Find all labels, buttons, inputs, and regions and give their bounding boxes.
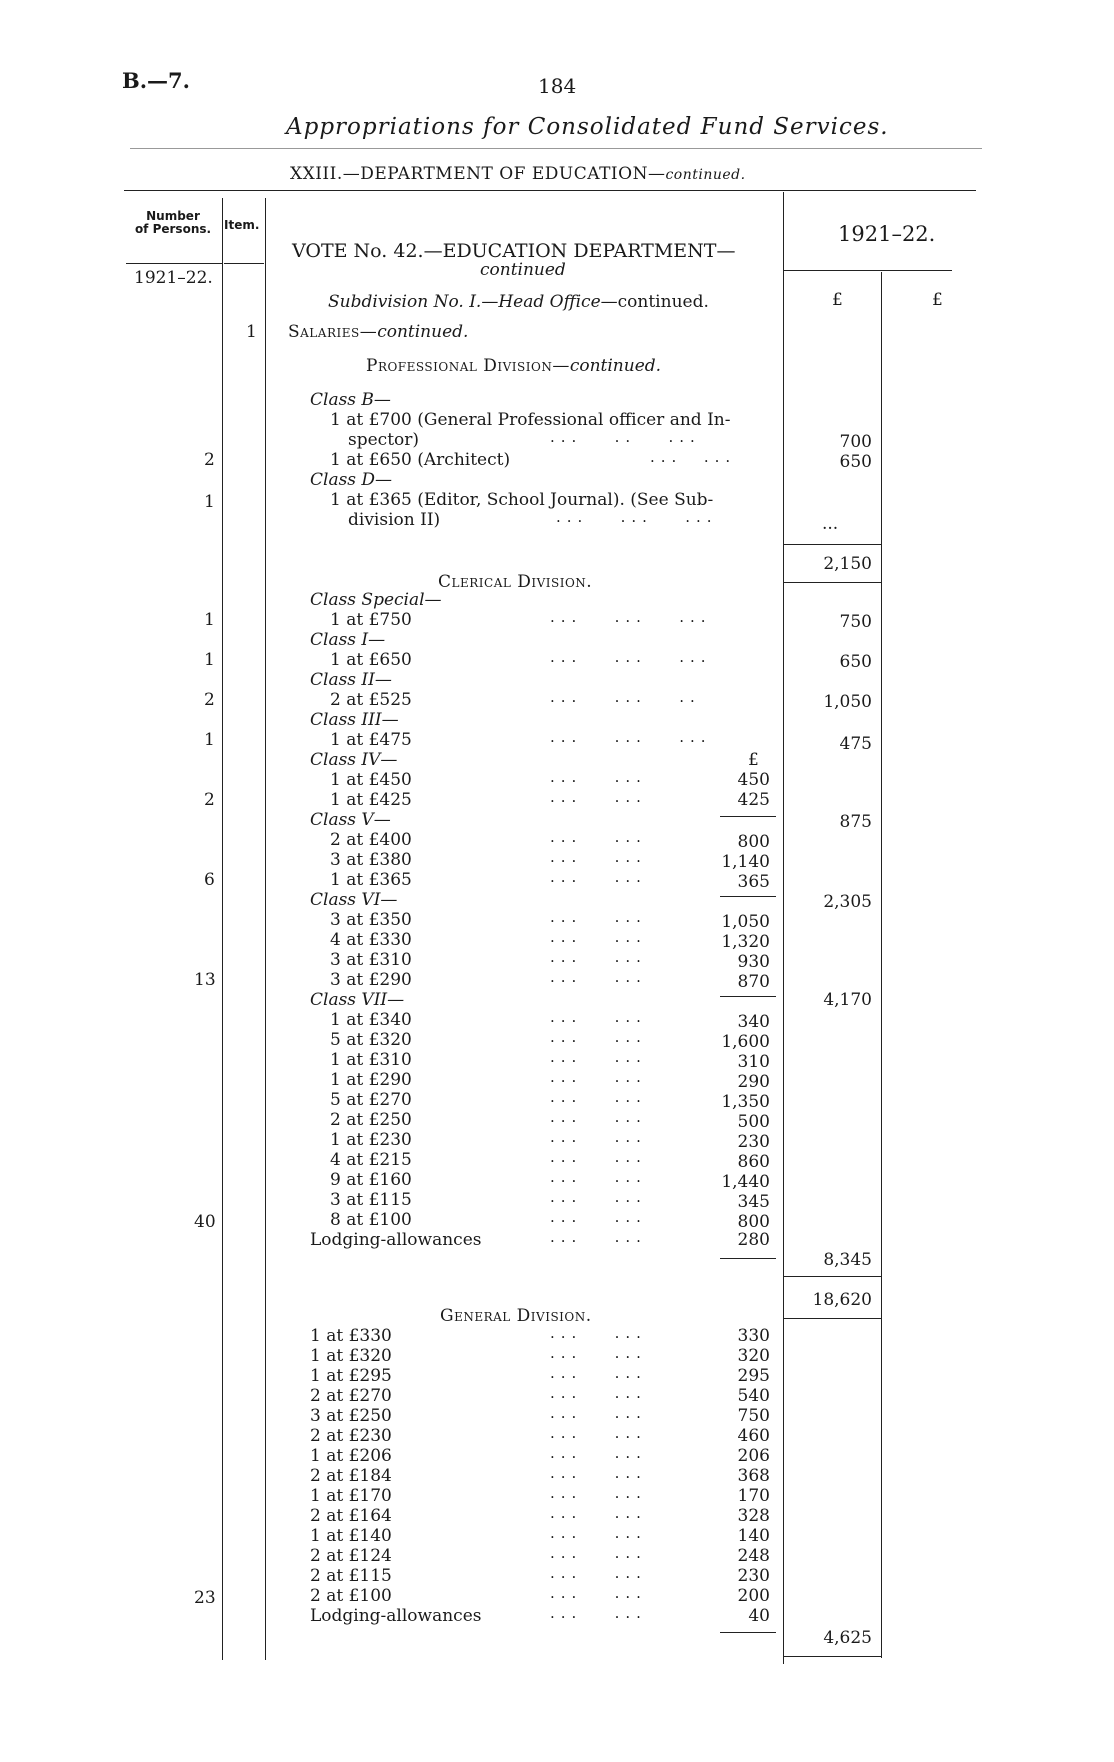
class-7-row-value: 290	[737, 1072, 770, 1092]
general-persons: 23	[194, 1588, 216, 1608]
general-row: 2 at £124	[310, 1546, 392, 1566]
clerical-total: 18,620	[812, 1290, 872, 1310]
leader-dots: ... ...	[550, 1604, 647, 1622]
class-7-sum-rule	[720, 1258, 776, 1259]
page-number: 184	[538, 74, 577, 98]
class-2-persons: 2	[204, 690, 215, 710]
professional-title: Professional Division—	[366, 356, 570, 376]
leader-dots: ... .. ...	[550, 428, 701, 446]
item-header-rule	[224, 263, 264, 264]
pound-symbol-2: £	[932, 290, 943, 310]
professional-continued: continued.	[569, 356, 662, 376]
general-row-value: 248	[737, 1546, 770, 1566]
general-row: 2 at £100	[310, 1586, 392, 1606]
leader-dots: ... ...	[550, 1444, 647, 1462]
document-reference: B.—7.	[122, 68, 190, 93]
class-5-sum-rule	[720, 896, 776, 897]
leader-dots: ... ...	[550, 948, 647, 966]
general-row: Lodging-allowances	[310, 1606, 482, 1626]
general-row-value: 200	[737, 1586, 770, 1606]
class-7-row-value: 310	[737, 1052, 770, 1072]
leader-dots: ... ...	[550, 788, 647, 806]
persons-header-line1: Number	[146, 209, 200, 223]
class-7-row: 4 at £215	[330, 1150, 412, 1170]
class-4-total: 875	[839, 812, 872, 832]
class-7-row-value: 230	[737, 1132, 770, 1152]
class-6-row-4: 3 at £290	[330, 970, 412, 990]
title-rule	[130, 148, 982, 149]
class-1-row: 1 at £650	[330, 650, 412, 670]
class-7-row: 1 at £230	[330, 1130, 412, 1150]
general-row: 1 at £140	[310, 1526, 392, 1546]
general-row-value: 330	[737, 1326, 770, 1346]
leader-dots: ... ...	[550, 1048, 647, 1066]
leader-dots: ... ...	[550, 1228, 647, 1246]
general-row-value: 540	[737, 1386, 770, 1406]
class-b-row-1-line1: 1 at £700 (General Professional officer and In-	[330, 410, 731, 430]
department-heading	[290, 164, 746, 184]
leader-dots: ... ... ...	[550, 728, 712, 746]
class-7-row-value: 1,440	[721, 1172, 770, 1192]
class-4-row-1-value: 450	[737, 770, 770, 790]
class-6-row-2: 4 at £330	[330, 930, 412, 950]
leader-dots: ... ...	[550, 1564, 647, 1582]
leader-dots: ... ...	[550, 1168, 647, 1186]
leader-dots: ... ...	[550, 1108, 647, 1126]
class-4-pound: £	[748, 750, 759, 770]
class-7-row: 3 at £115	[330, 1190, 412, 1210]
general-row-value: 460	[737, 1426, 770, 1446]
class-special-persons: 1	[204, 610, 215, 630]
general-row: 1 at £170	[310, 1486, 392, 1506]
leader-dots: ... ...	[550, 848, 647, 866]
class-1-label: Class I—	[310, 630, 386, 650]
vote-heading: VOTE No. 42.—EDUCATION DEPARTMENT—	[292, 240, 736, 262]
general-row: 1 at £330	[310, 1326, 392, 1346]
general-total-rule	[784, 1656, 882, 1657]
clerical-total-rule-bottom	[784, 1318, 882, 1319]
class-6-row-1: 3 at £350	[330, 910, 412, 930]
general-row-value: 368	[737, 1466, 770, 1486]
class-4-label: Class IV—	[310, 750, 398, 770]
class-7-row: Lodging-allowances	[310, 1230, 482, 1250]
class-3-amount: 475	[839, 734, 872, 754]
leader-dots: ... ... ...	[550, 608, 712, 626]
class-5-row-1-value: 800	[737, 832, 770, 852]
subdivision-heading	[328, 292, 709, 312]
header-rule	[124, 190, 976, 191]
page-title: Appropriations for Consolidated Fund Services.	[286, 114, 889, 140]
leader-dots: ... ...	[550, 1364, 647, 1382]
class-b-row-1-amount: 700	[839, 432, 872, 452]
rule-item-text	[265, 198, 266, 1660]
leader-dots: ... ...	[550, 1344, 647, 1362]
general-row-value: 170	[737, 1486, 770, 1506]
vote-heading-continued: continued	[480, 260, 566, 280]
amount-header-rule	[784, 270, 952, 271]
rule-amount-total	[881, 272, 882, 1658]
class-2-row: 2 at £525	[330, 690, 412, 710]
leader-dots: ... ...	[550, 1504, 647, 1522]
general-row-value: 750	[737, 1406, 770, 1426]
class-6-row-1-value: 1,050	[721, 912, 770, 932]
class-5-row-3: 1 at £365	[330, 870, 412, 890]
class-7-row: 8 at £100	[330, 1210, 412, 1230]
general-row: 3 at £250	[310, 1406, 392, 1426]
class-7-row-value: 800	[737, 1212, 770, 1232]
professional-total-rule-bottom	[784, 582, 882, 583]
general-row: 2 at £230	[310, 1426, 392, 1446]
class-d-row-line2: division II)	[348, 510, 441, 530]
amount-year: 1921–22.	[838, 222, 936, 246]
general-division-heading: General Division.	[440, 1306, 592, 1326]
professional-division-heading	[366, 356, 661, 376]
subdivision-title: Subdivision No. I.—Head Office—	[328, 292, 618, 312]
persons-header-line2: of Persons.	[134, 222, 212, 236]
class-b-row-2-amount: 650	[839, 452, 872, 472]
department-name: XXIII.—DEPARTMENT OF EDUCATION—	[290, 164, 666, 184]
class-7-row: 1 at £310	[330, 1050, 412, 1070]
class-6-row-4-value: 870	[737, 972, 770, 992]
general-row-value: 206	[737, 1446, 770, 1466]
class-7-row: 5 at £320	[330, 1030, 412, 1050]
leader-dots: ... ...	[650, 448, 737, 466]
class-5-row-2-value: 1,140	[721, 852, 770, 872]
general-row-value: 40	[748, 1606, 770, 1626]
leader-dots: ... ...	[550, 1484, 647, 1502]
leader-dots: ... ...	[550, 1544, 647, 1562]
professional-total: 2,150	[823, 554, 872, 574]
class-4-row-2-value: 425	[737, 790, 770, 810]
class-7-row-value: 500	[737, 1112, 770, 1132]
class-6-persons: 13	[194, 970, 216, 990]
class-5-row-3-value: 365	[737, 872, 770, 892]
leader-dots: ... ...	[550, 868, 647, 886]
class-7-row-value: 1,600	[721, 1032, 770, 1052]
class-7-row: 1 at £340	[330, 1010, 412, 1030]
leader-dots: ... ...	[550, 1324, 647, 1342]
class-4-row-1: 1 at £450	[330, 770, 412, 790]
class-special-label: Class Special—	[310, 590, 442, 610]
class-4-persons: 2	[204, 790, 215, 810]
leader-dots: ... ...	[550, 1028, 647, 1046]
leader-dots: ... ...	[550, 908, 647, 926]
persons-header-rule	[126, 263, 222, 264]
general-sum-rule	[720, 1632, 776, 1633]
class-7-total: 8,345	[823, 1250, 872, 1270]
class-7-row: 9 at £160	[330, 1170, 412, 1190]
class-special-amount: 750	[839, 612, 872, 632]
general-row: 2 at £115	[310, 1566, 392, 1586]
class-6-row-3-value: 930	[737, 952, 770, 972]
item-column-header: Item.	[224, 218, 260, 232]
leader-dots: ... ...	[550, 768, 647, 786]
class-7-row: 2 at £250	[330, 1110, 412, 1130]
general-row: 1 at £206	[310, 1446, 392, 1466]
rule-persons-item	[222, 198, 223, 1660]
general-row: 2 at £164	[310, 1506, 392, 1526]
leader-dots: ... ...	[550, 1068, 647, 1086]
leader-dots: ... ...	[550, 1404, 647, 1422]
general-row: 1 at £295	[310, 1366, 392, 1386]
class-d-row-line1: 1 at £365 (Editor, School Journal). (See Sub-	[330, 490, 714, 510]
leader-dots: ... ... ..	[550, 688, 701, 706]
subdivision-continued: continued.	[617, 292, 709, 312]
leader-dots: ... ...	[550, 1088, 647, 1106]
class-7-row-value: 280	[737, 1230, 770, 1250]
leader-dots: ... ... ...	[556, 508, 718, 526]
professional-total-rule-top	[784, 544, 882, 545]
leader-dots: ... ... ...	[550, 648, 712, 666]
leader-dots: ... ...	[550, 1008, 647, 1026]
general-row: 2 at £184	[310, 1466, 392, 1486]
general-row-value: 295	[737, 1366, 770, 1386]
class-5-total: 2,305	[823, 892, 872, 912]
class-b-row-2: 1 at £650 (Architect)	[330, 450, 511, 470]
persons-year: 1921–22.	[134, 268, 213, 288]
general-row-value: 328	[737, 1506, 770, 1526]
class-7-label: Class VII—	[310, 990, 405, 1010]
leader-dots: ... ...	[550, 1384, 647, 1402]
leader-dots: ... ...	[550, 1424, 647, 1442]
class-4-row-2: 1 at £425	[330, 790, 412, 810]
clerical-total-rule-top	[784, 1276, 882, 1277]
class-special-row: 1 at £750	[330, 610, 412, 630]
class-7-row-value: 340	[737, 1012, 770, 1032]
leader-dots: ... ...	[550, 1464, 647, 1482]
leader-dots: ... ...	[550, 828, 647, 846]
class-d-persons: 1	[204, 492, 215, 512]
class-6-sum-rule	[720, 996, 776, 997]
salaries-continued: continued.	[377, 322, 469, 342]
class-3-persons: 1	[204, 730, 215, 750]
leader-dots: ... ...	[550, 1148, 647, 1166]
class-7-row-value: 860	[737, 1152, 770, 1172]
class-6-row-2-value: 1,320	[721, 932, 770, 952]
leader-dots: ... ...	[550, 1128, 647, 1146]
class-1-persons: 1	[204, 650, 215, 670]
class-2-amount: 1,050	[823, 692, 872, 712]
class-d-amount: ...	[822, 514, 839, 534]
leader-dots: ... ...	[550, 1524, 647, 1542]
class-3-label: Class III—	[310, 710, 399, 730]
persons-column-header	[130, 210, 216, 236]
class-6-total: 4,170	[823, 990, 872, 1010]
class-b-persons: 2	[204, 450, 215, 470]
general-row: 2 at £270	[310, 1386, 392, 1406]
salaries-heading	[288, 322, 468, 342]
class-7-row: 5 at £270	[330, 1090, 412, 1110]
class-5-row-2: 3 at £380	[330, 850, 412, 870]
general-row-value: 320	[737, 1346, 770, 1366]
class-3-row: 1 at £475	[330, 730, 412, 750]
class-2-label: Class II—	[310, 670, 392, 690]
general-row-value: 230	[737, 1566, 770, 1586]
general-row-value: 140	[737, 1526, 770, 1546]
class-7-row-value: 1,350	[721, 1092, 770, 1112]
class-7-row: 1 at £290	[330, 1070, 412, 1090]
rule-text-amount	[783, 192, 784, 1664]
class-b-label: Class B—	[310, 390, 391, 410]
item-number: 1	[246, 322, 257, 342]
class-1-amount: 650	[839, 652, 872, 672]
class-b-row-1-line2: spector)	[348, 430, 420, 450]
leader-dots: ... ...	[550, 1584, 647, 1602]
salaries-title: Salaries—	[288, 322, 378, 342]
class-5-persons: 6	[204, 870, 215, 890]
general-row: 1 at £320	[310, 1346, 392, 1366]
class-5-row-1: 2 at £400	[330, 830, 412, 850]
general-total: 4,625	[823, 1628, 872, 1648]
leader-dots: ... ...	[550, 1188, 647, 1206]
class-6-label: Class VI—	[310, 890, 398, 910]
department-continued: continued.	[665, 167, 746, 183]
class-7-persons: 40	[194, 1212, 216, 1232]
class-6-row-3: 3 at £310	[330, 950, 412, 970]
leader-dots: ... ...	[550, 968, 647, 986]
class-4-sum-rule	[720, 816, 776, 817]
leader-dots: ... ...	[550, 928, 647, 946]
class-5-label: Class V—	[310, 810, 391, 830]
pound-symbol-1: £	[832, 290, 843, 310]
leader-dots: ... ...	[550, 1208, 647, 1226]
class-d-label: Class D—	[310, 470, 393, 490]
class-7-row-value: 345	[737, 1192, 770, 1212]
clerical-division-heading: Clerical Division.	[438, 572, 593, 592]
